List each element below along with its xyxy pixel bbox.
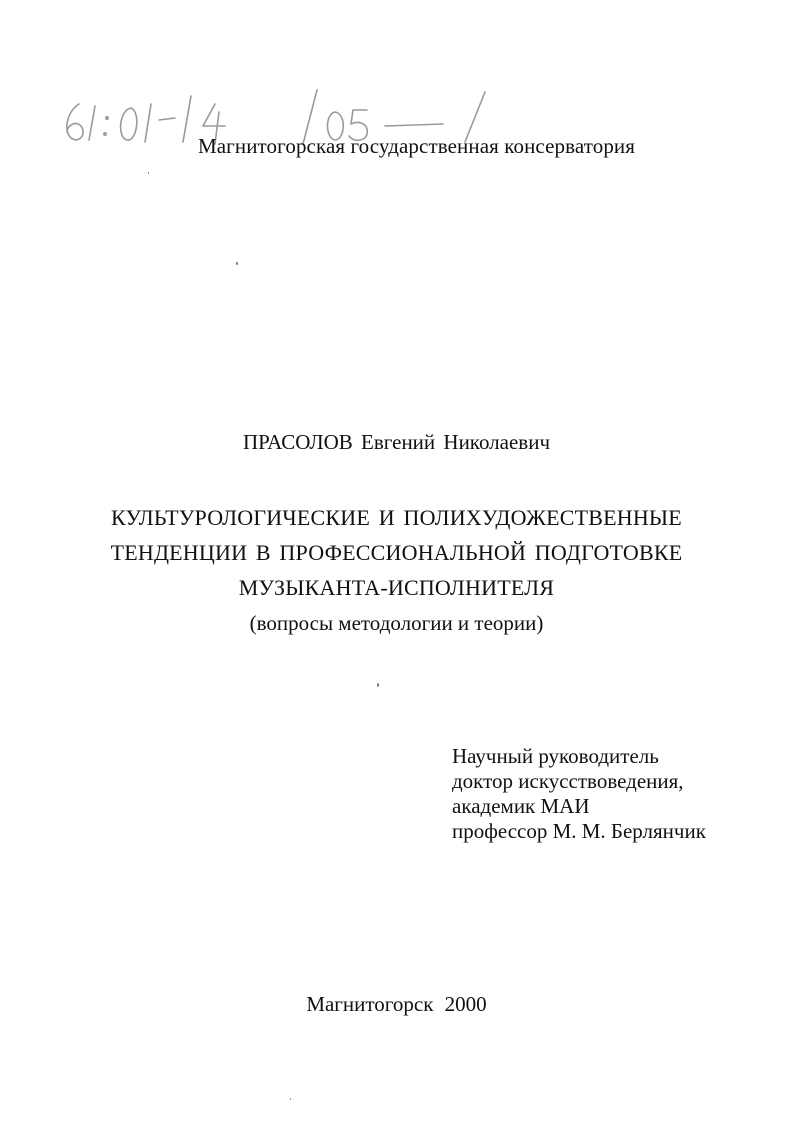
title-line-3: МУЗЫКАНТА-ИСПОЛНИТЕЛЯ xyxy=(238,575,555,600)
scan-speck xyxy=(290,1098,291,1100)
supervisor-name: профессор М. М. Берлянчик xyxy=(452,819,706,843)
supervisor-block xyxy=(452,744,706,844)
scan-speck xyxy=(236,262,238,265)
thesis-title xyxy=(0,500,793,640)
supervisor-role: Научный руководитель xyxy=(452,744,659,768)
supervisor-degree: доктор искусствоведения, xyxy=(452,769,684,793)
scan-speck xyxy=(377,683,379,687)
title-line-1: КУЛЬТУРОЛОГИЧЕСКИЕ И ПОЛИХУДОЖЕСТВЕННЫЕ xyxy=(111,505,682,530)
supervisor-academy: академик МАИ xyxy=(452,794,590,818)
author-name: ПРАСОЛОВ Евгений Николаевич xyxy=(242,430,551,454)
city-and-year: Магнитогорск 2000 xyxy=(306,992,487,1016)
institution-name: Магнитогорская государственная консерватория xyxy=(197,134,636,158)
title-line-2: ТЕНДЕНЦИИ В ПРОФЕССИОНАЛЬНОЙ ПОДГОТОВКЕ xyxy=(110,540,683,565)
thesis-subtitle: (вопросы методологии и теории) xyxy=(249,611,544,635)
scan-speck xyxy=(148,172,149,174)
